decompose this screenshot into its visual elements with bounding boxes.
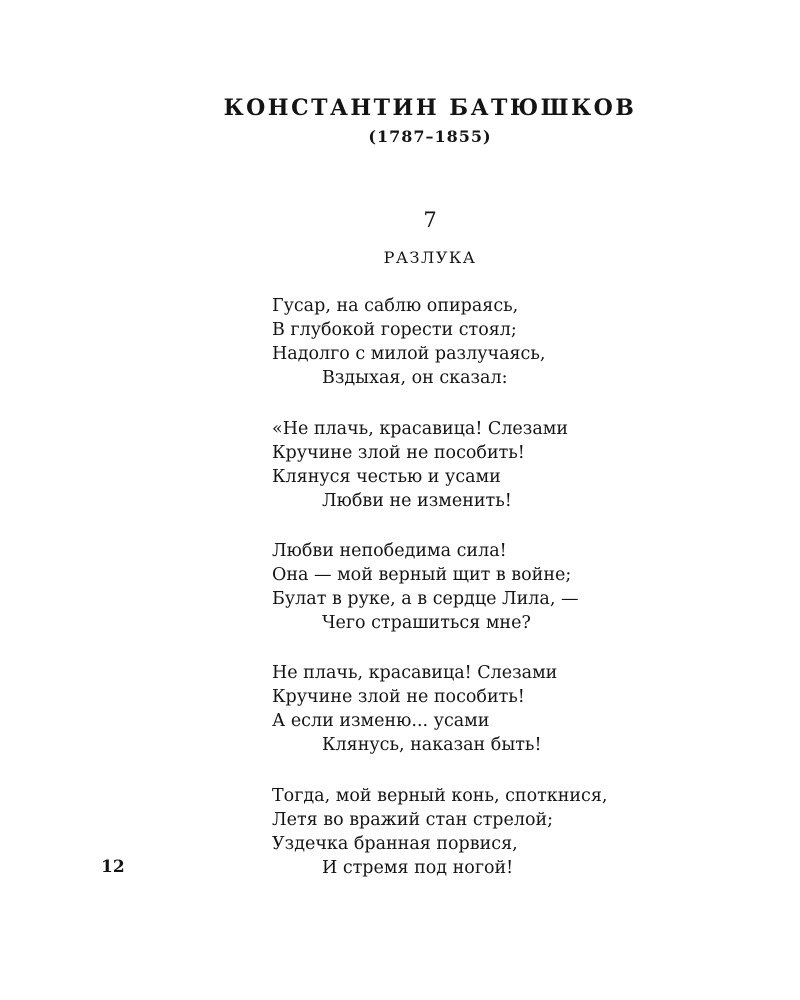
author-years: (1787–1855)	[368, 127, 492, 146]
poem-line: Кручине злой не пособить!	[272, 443, 525, 463]
poem-line: Она — мой верный щит в войне;	[272, 565, 572, 585]
poem-line: Булат в руке, а в сердце Лила, —	[272, 589, 579, 609]
author-name: КОНСТАНТИН БАТЮШКОВ	[223, 95, 637, 121]
stanza	[272, 417, 772, 513]
poem-title: РАЗЛУКА	[383, 248, 477, 267]
poem-line: Клянуся честью и усами	[272, 467, 501, 487]
poem-line: «Не плачь, красавица! Слезами	[272, 419, 569, 439]
poem-line: Не плачь, красавица! Слезами	[272, 663, 558, 683]
poem-line: Уздечка бранная порвися,	[272, 834, 518, 854]
poem-line: Кручине злой не пособить!	[272, 687, 525, 707]
stanza	[272, 784, 772, 880]
page-number: 12	[101, 857, 125, 877]
stanza	[272, 294, 772, 390]
poem-line: А если изменю... усами	[272, 711, 490, 731]
poem-line: В глубокой горести стоял;	[272, 320, 517, 340]
stanza	[272, 539, 772, 635]
poem-line-indented: Вздыхая, он сказал:	[322, 368, 508, 388]
poem-number: 7	[423, 208, 437, 232]
poem-line: Гусар, на саблю опираясь,	[272, 296, 519, 316]
poem-line: Летя во вражий стан стрелой;	[272, 810, 554, 830]
poem-line-indented: И стремя под ногой!	[322, 858, 514, 878]
poem-line: Тогда, мой верный конь, споткнися,	[272, 786, 608, 806]
stanza	[272, 661, 772, 757]
poem-line-indented: Клянусь, наказан быть!	[322, 735, 542, 755]
poem-line-indented: Чего страшиться мне?	[322, 613, 531, 633]
poem-line-indented: Любви не изменить!	[322, 491, 512, 511]
poem-line: Надолго с милой разлучаясь,	[272, 344, 546, 364]
poem-line: Любви непобедима сила!	[272, 541, 507, 561]
